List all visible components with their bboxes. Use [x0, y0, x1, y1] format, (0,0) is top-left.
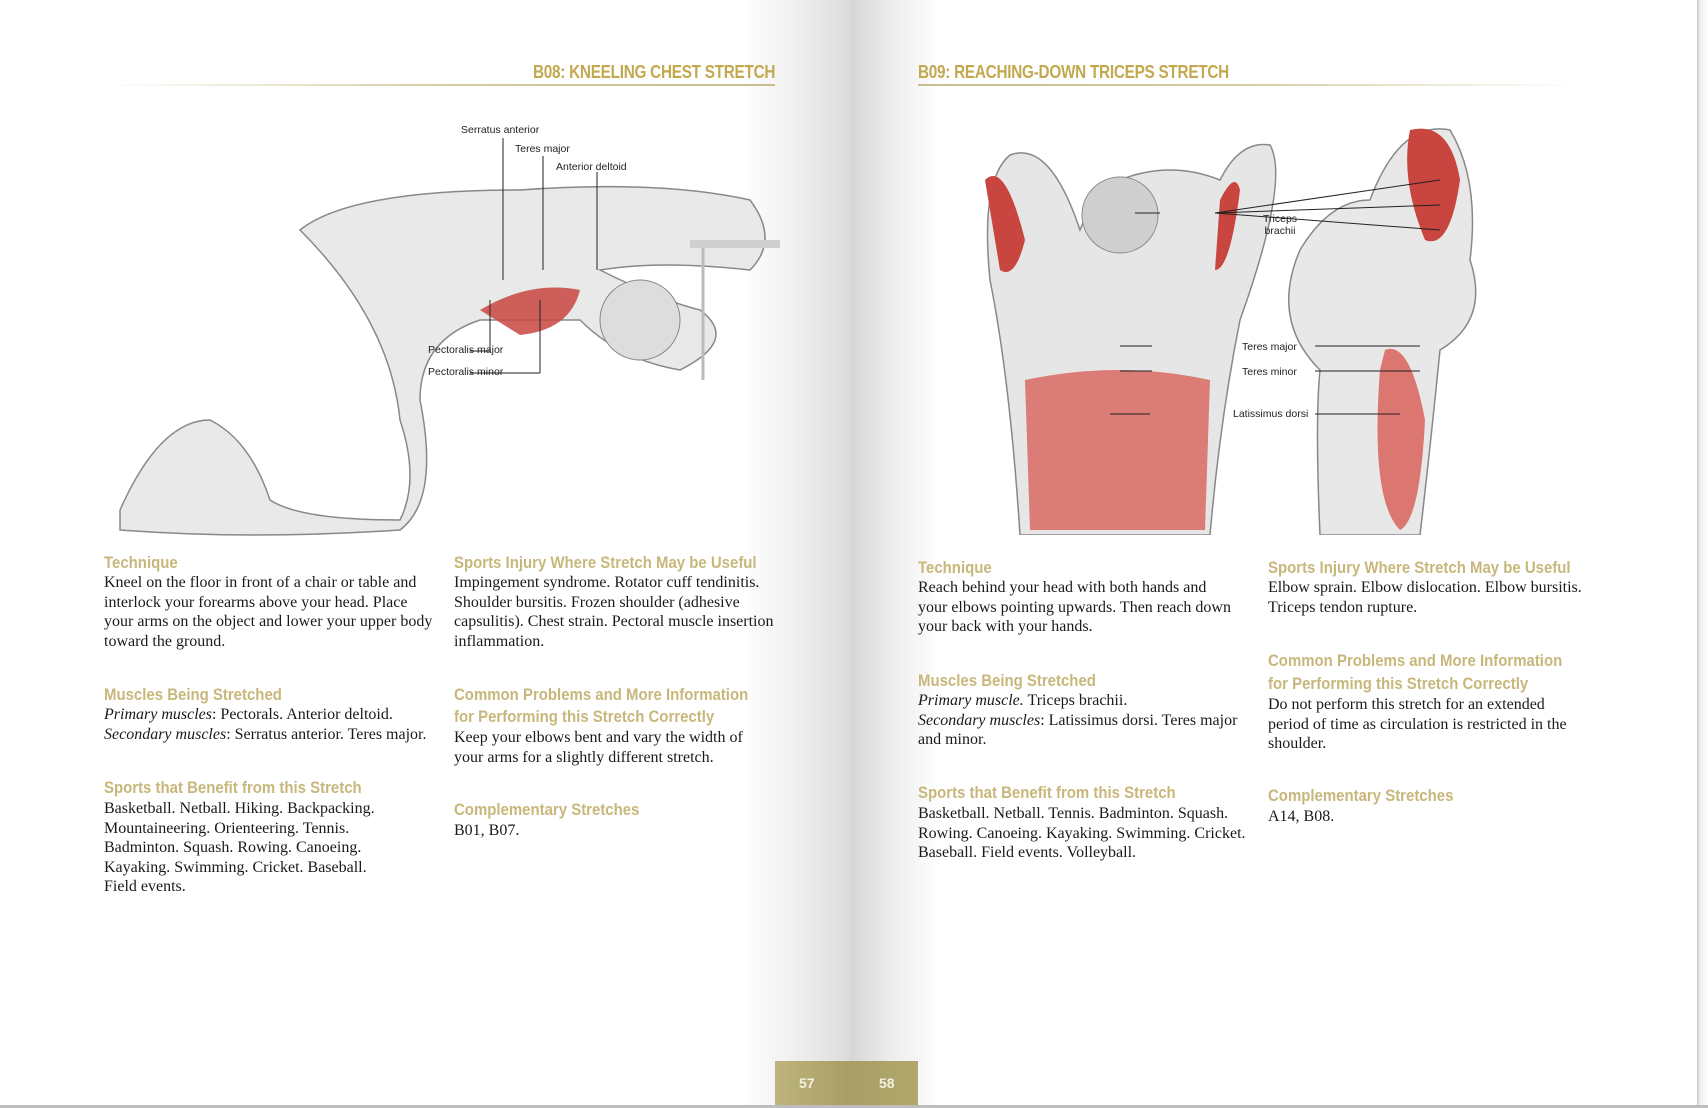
- complementary-text: B01, B07.: [454, 822, 520, 839]
- primary-muscles: : Pectorals. Anterior deltoid.: [211, 706, 393, 723]
- label-serratus-anterior: Serratus anterior: [461, 124, 540, 136]
- label-triceps-brachii: [1263, 213, 1297, 237]
- complementary-heading: Complementary Stretches: [454, 800, 640, 819]
- common-heading-2: for Performing this Stretch Correctly: [1268, 674, 1529, 693]
- label-pectoralis-major: Pectoralis major: [428, 344, 504, 356]
- label-teres-minor: Teres minor: [1242, 366, 1297, 378]
- label-triceps-line2: brachii: [1264, 225, 1296, 237]
- secondary-label: Secondary muscles: [918, 711, 1041, 729]
- sports-text: Basketball. Netball. Tennis. Badminton. Squash. Rowing. Canoeing. Kayaking. Swimming. Cricket. Baseball. Field events. Volleyball.: [918, 805, 1246, 861]
- common-text: Do not perform this stretch for an extended period of time as circulation is restricted in the shoulder.: [1268, 696, 1567, 752]
- latissimus-muscle: [1025, 370, 1210, 530]
- injury-text: Impingement syndrome. Rotator cuff tendinitis. Shoulder bursitis. Frozen shoulder (adhesive capsulitis). Chest strain. Pectoral muscle insertion inflammation.: [454, 574, 774, 650]
- page-number-right: 58: [879, 1075, 895, 1091]
- kneeling-chest-stretch-illustration: [100, 120, 780, 540]
- technique-text: Kneel on the floor in front of a chair or table and interlock your forearms above your head. Place your arms on the object and lower your upper body toward the ground.: [104, 574, 433, 650]
- right-page-title: B09: REACHING-DOWN TRICEPS STRETCH: [918, 62, 1229, 82]
- label-teres-major: Teres major: [515, 143, 570, 155]
- common-heading-1: Common Problems and More Information: [1268, 651, 1563, 670]
- left-page-title: B08: KNEELING CHEST STRETCH: [532, 62, 775, 82]
- secondary-muscles: : Serratus anterior. Teres major.: [226, 725, 427, 743]
- complementary-heading: Complementary Stretches: [1268, 786, 1454, 805]
- title-rule: [104, 84, 775, 86]
- injury-text: Elbow sprain. Elbow dislocation. Elbow bursitis. Triceps tendon rupture.: [1268, 579, 1582, 616]
- label-pectoralis-minor: Pectoralis minor: [428, 366, 504, 378]
- sports-heading: Sports that Benefit from this Stretch: [918, 783, 1176, 802]
- primary-muscles: Triceps brachii.: [1023, 692, 1128, 709]
- muscles-text: [104, 705, 444, 744]
- page-number-tab: [775, 1061, 918, 1105]
- secondary-label: Secondary muscles: [104, 725, 227, 743]
- technique-heading: Technique: [918, 558, 992, 577]
- label-latissimus-dorsi: Latissimus dorsi: [1233, 408, 1309, 420]
- secondary-muscles: : Latissimus dorsi. Teres major and minor.: [918, 711, 1238, 748]
- label-teres-major: Teres major: [1242, 341, 1297, 353]
- common-heading-2: for Performing this Stretch Correctly: [454, 707, 715, 726]
- common-heading-1: Common Problems and More Information: [454, 685, 749, 704]
- primary-label: Primary muscle.: [918, 692, 1024, 709]
- injury-heading: Sports Injury Where Stretch May be Useful: [454, 553, 757, 572]
- label-anterior-deltoid: Anterior deltoid: [556, 161, 627, 173]
- book-edge: [1697, 0, 1708, 1108]
- label-triceps-line1: Triceps: [1263, 213, 1298, 225]
- muscles-heading: Muscles Being Stretched: [918, 671, 1096, 690]
- common-text: Keep your elbows bent and vary the width of your arms for a slightly different stretch.: [454, 729, 743, 766]
- primary-label: Primary muscles: [104, 706, 212, 723]
- injury-heading: Sports Injury Where Stretch May be Useful: [1268, 558, 1571, 577]
- page-number-left: 57: [799, 1075, 815, 1091]
- muscles-text: [918, 691, 1248, 750]
- title-rule: [918, 84, 1578, 86]
- muscles-heading: Muscles Being Stretched: [104, 685, 282, 704]
- sports-text: Basketball. Netball. Hiking. Backpacking. Mountaineering. Orienteering. Tennis. Badminton. Squash. Rowing. Canoeing. Kayaking. Swimming. Cricket. Baseball. Field events.: [104, 800, 375, 895]
- sports-heading: Sports that Benefit from this Stretch: [104, 778, 362, 797]
- complementary-text: A14, B08.: [1268, 808, 1335, 825]
- triceps-stretch-illustration: [970, 120, 1530, 535]
- technique-heading: Technique: [104, 553, 178, 572]
- technique-text: Reach behind your head with both hands and your elbows pointing upwards. Then reach down your back with your hands.: [918, 579, 1231, 635]
